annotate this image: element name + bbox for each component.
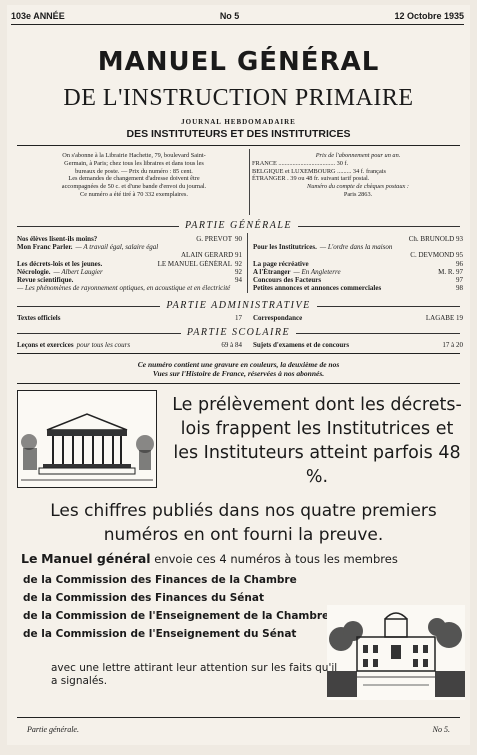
footer-number: No 5.	[432, 725, 450, 734]
headline: Le prélèvement dont les décrets-lois frappent les Institutrices et les Instituteurs atteint parfois 48 %.	[172, 395, 462, 487]
closing-note: avec une lettre attirant leur attention sur les faits qu'il a signalés.	[51, 662, 338, 687]
masthead-rule	[17, 145, 460, 146]
toc-row[interactable]: La page récréative 96	[253, 259, 463, 268]
toc-row[interactable]: Revue scientifique. 94	[17, 276, 242, 285]
info-line: bureaux de poste. — Prix du numéro : 85 cent.	[75, 167, 193, 175]
toc-generale-left	[17, 235, 242, 292]
toc-row[interactable]: Mon Franc Parler. — A travail égal, salaire égal	[17, 243, 159, 252]
price-line: Paris 2863.	[343, 190, 373, 198]
committee-list	[23, 571, 343, 643]
committee-item: de la Commission des Finances de la Chambre	[23, 574, 297, 586]
toc-admin-left[interactable]: Textes officiels 17	[17, 314, 242, 322]
page-footer	[27, 725, 450, 734]
header-rule	[11, 24, 464, 25]
info-divider	[249, 149, 250, 215]
committee-item: de la Commission des Finances du Sénat	[23, 592, 264, 604]
issue-header	[11, 11, 464, 21]
toc-row: C. DEVMOND 95	[410, 251, 463, 260]
toc-row: ALAIN GERARD 91	[180, 251, 242, 260]
subscription-prices	[252, 152, 464, 199]
price-line: BELGIQUE et LUXEMBOURG ......... 34 f. français	[252, 167, 386, 175]
masthead-title-line2: DE L'INSTRUCTION PRIMAIRE	[63, 85, 414, 111]
toc-row[interactable]: Concours des Facteurs 97	[253, 276, 463, 285]
toc-row[interactable]: A l'Étranger — En Angleterre M. R. 97	[253, 267, 463, 276]
info-line: Ce numéro a été tiré à 70 332 exemplaires.	[80, 190, 188, 198]
colour-plate-notice: Ce numéro contient une gravure en couleurs, la deuxième de nos Vues sur l'Histoire de France, réservées à nos abonnés.	[137, 360, 340, 378]
issue-date: 12 Octobre 1935	[394, 11, 464, 21]
masthead-title: MANUEL GÉNÉRAL	[97, 47, 380, 77]
masthead-subtitle: JOURNAL HEBDOMADAIRE	[181, 118, 296, 126]
toc-row[interactable]: Nos élèves lisent-ils moins? G. PREVOT 90	[17, 235, 242, 243]
toc-scolaire-left[interactable]: Leçons et exercices pour tous les cours 69 à 84	[17, 341, 242, 349]
toc-admin-right[interactable]: Correspondance LAGABE 19	[253, 314, 463, 322]
intro-prefix: Le	[21, 551, 38, 566]
section-title-administrative: PARTIE ADMINISTRATIVE	[7, 300, 470, 311]
footer-section: Partie générale.	[27, 725, 79, 734]
committee-item: de la Commission de l'Enseignement de la Chambre	[23, 610, 330, 622]
intro-rest: envoie ces 4 numéros à tous les membres	[154, 552, 398, 566]
committee-item: de la Commission de l'Enseignement du Sénat	[23, 628, 297, 640]
footer-rule	[17, 717, 460, 718]
brand-name: Manuel général	[41, 551, 151, 566]
toc-divider	[247, 233, 248, 293]
prices-title: Prix de l'abonnement pour un an.	[315, 152, 401, 159]
section-title-scolaire: PARTIE SCOLAIRE	[7, 327, 470, 338]
price-line: FRANCE .................................... 30 f.	[252, 159, 349, 167]
newspaper-page	[7, 5, 470, 745]
notice-rule	[17, 383, 460, 384]
toc-row[interactable]: Petites annonces et annonces commerciales 98	[253, 284, 463, 293]
toc-row-note: — Les phénomènes de rayonnement optiques, en acoustique et en électricité	[17, 284, 231, 293]
price-line: Numéro du compte de chèques postaux :	[307, 183, 409, 191]
masthead-audience: DES INSTITUTEURS ET DES INSTITUTRICES	[126, 128, 351, 140]
sending-notice	[21, 552, 466, 566]
info-line: Germain, à Paris; chez tous les libraires et dans tous les	[64, 159, 204, 167]
price-line: ÉTRANGER . 39 ou 48 fr. suivant tarif postal.	[252, 175, 370, 183]
toc-bottom-rule	[17, 353, 460, 354]
section-title-generale: PARTIE GÉNÉRALE	[7, 220, 470, 231]
proof-statement: Les chiffres publiés dans nos quatre premiers numéros en ont fourni la preuve.	[50, 501, 437, 545]
senate-engraving	[327, 605, 465, 700]
toc-row[interactable]: Nécrologie. — Albert Laugier 92	[17, 267, 242, 276]
toc-scolaire-right[interactable]: Sujets d'examens et de concours 17 à 20	[253, 341, 463, 349]
issue-number: No 5	[219, 11, 240, 21]
info-line: Les demandes de changement d'adresse doivent être	[68, 175, 200, 183]
info-line: accompagnées de 50 c. et d'une bande d'envoi du journal.	[61, 183, 207, 191]
toc-row: Ch. BRUNOLD 93	[408, 235, 463, 243]
info-line: On s'abonne à la Librairie Hachette, 79, boulevard Saint-	[62, 152, 206, 159]
subscription-info	[19, 152, 249, 199]
chamber-engraving	[17, 390, 157, 488]
toc-row[interactable]: Les décrets-lois et les jeunes. LE MANUEL GÉNÉRAL 92	[17, 259, 242, 268]
toc-row[interactable]: Pour les Institutrices. — L'ordre dans la maison	[253, 243, 393, 252]
toc-generale-right	[253, 235, 463, 292]
issue-year: 103e ANNÉE	[11, 11, 65, 21]
